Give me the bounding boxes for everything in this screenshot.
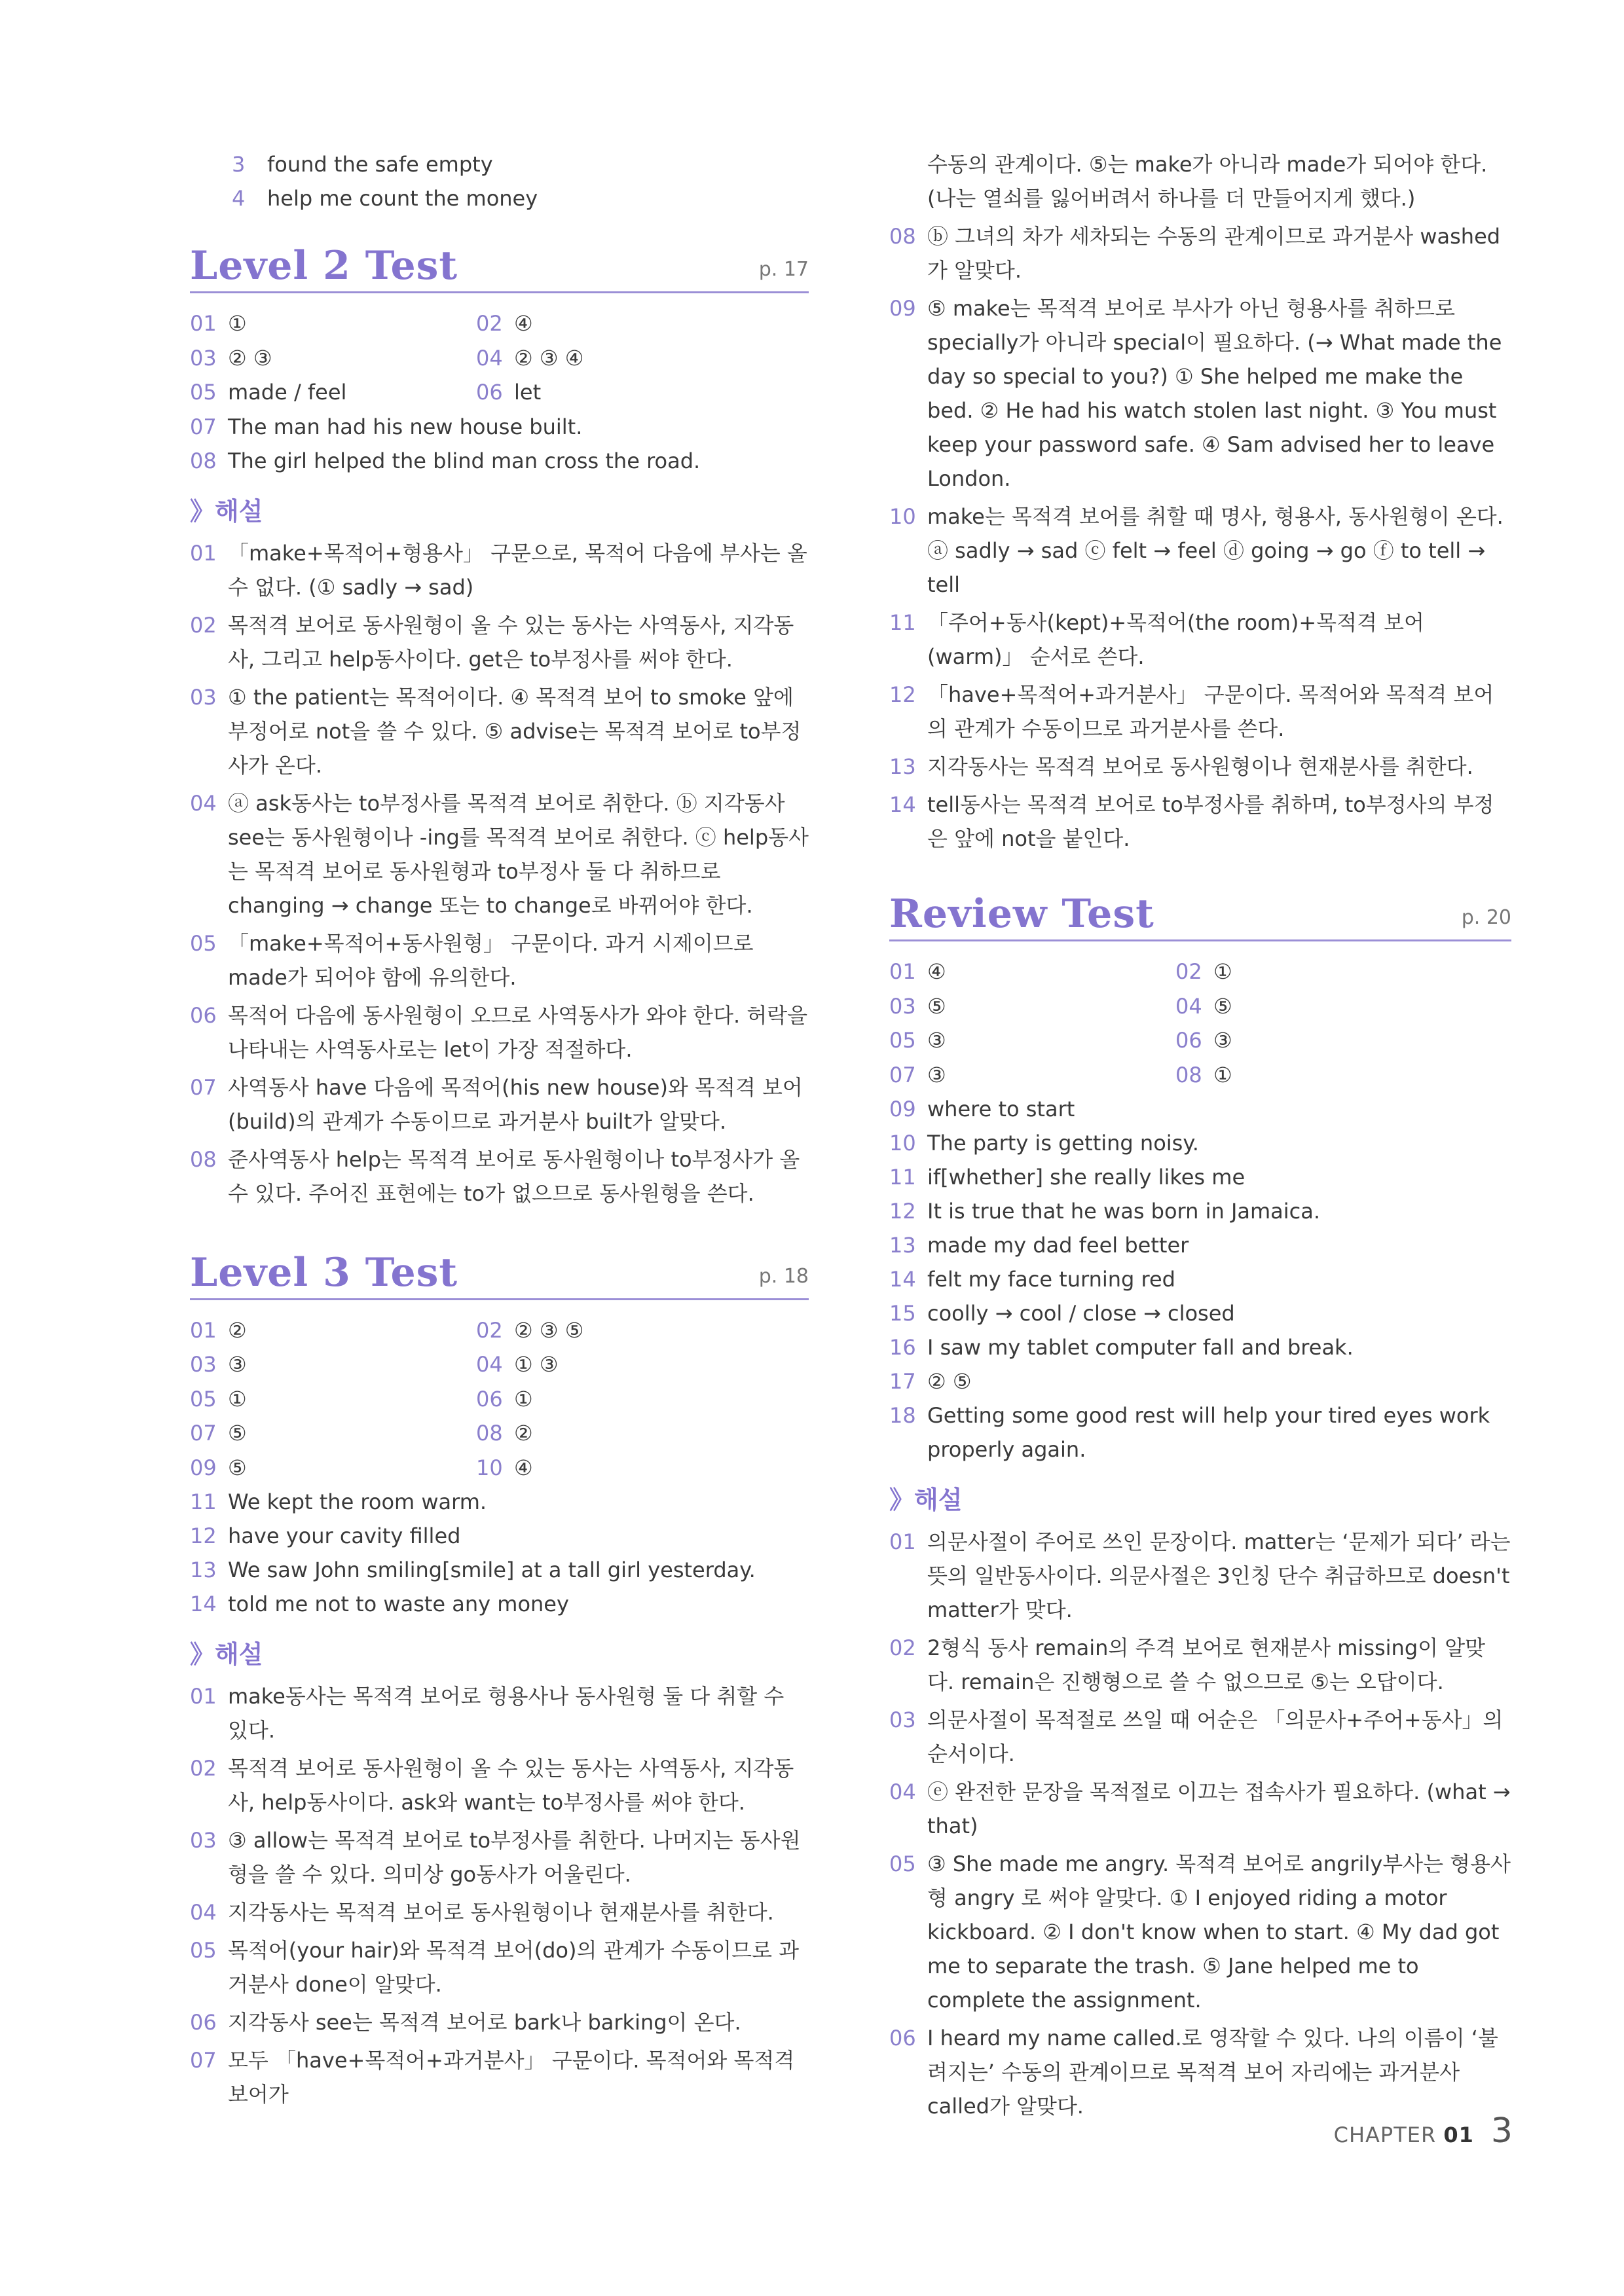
level3-explanation-text: 「주어+동사(kept)+목적어(the room)+목적격 보어(warm)」 순서로 쓴다. [927,610,1424,669]
level3-explanation-item [190,1933,809,2001]
review-answer-item [889,1364,1511,1398]
right-column [889,147,1511,2127]
level2-explanation-item [190,998,809,1066]
level3-explanation-number: 02 [190,1756,217,1781]
level2-answer-grid [190,306,809,410]
level3-answer-item [476,1416,809,1451]
level3-explanation-number: 14 [889,792,916,817]
level2-explanation-number: 03 [190,684,217,710]
level3-explanation-text: 모두 「have+목적어+과거분사」 구문이다. 목적어와 목적격 보어가 [228,2048,795,2107]
level3-explanation-text: ⓑ 그녀의 차가 세차되는 수동의 관계이므로 과거분사 washed가 알맞다. [927,224,1501,283]
review-answer-number: 08 [1175,1062,1202,1087]
level2-answer-number: 02 [476,311,503,336]
level3-answer-text: We saw John smiling[smile] at a tall girl yesterday. [228,1558,756,1582]
level3-answer-item [190,1382,476,1417]
level2-answer-text: ② ③ [228,345,272,371]
level3-explanation-item [190,1751,809,1819]
review-explanation-text: 의문사절이 목적절로 쓰일 때 어순은 「의문사+주어+동사」의 순서이다. [927,1707,1504,1766]
level2-explanation-text: 「make+목적어+동사원형」 구문이다. 과거 시제이므로 made가 되어야 함에 유의한다. [228,930,754,990]
review-explanation-item [889,1525,1511,1627]
level3-answer-item [476,1313,809,1348]
review-answer-number: 14 [889,1267,916,1292]
review-answer-item [1175,989,1511,1024]
review-answer-item [889,1058,1175,1093]
level3-answer-item [190,1451,476,1485]
review-answer-number: 10 [889,1131,916,1156]
level3-explanation-number: 12 [889,682,916,707]
review-answer-item [1175,1023,1511,1058]
review-answer-item [889,1126,1511,1160]
level2-explanation-item [190,1070,809,1139]
level3-answer-number: 05 [190,1386,217,1412]
level2-answer-item [476,341,809,376]
level3-explanation-text: ⑤ make는 목적격 보어로 부사가 아닌 형용사를 취하므로 specially가 아니라 special이 필요하다. (→ What made the day so special to you?) ① She helped me make the bed. ② He had his watch stolen last night. ③ You must keep your password safe. ④ Sam advised her to leave London. [927,296,1502,491]
page-number: 3 [1490,2111,1513,2151]
level3-explanation-item [190,2005,809,2039]
level3-answer-item [190,1416,476,1451]
review-page-ref: p. 20 [1461,906,1511,929]
level2-answer-number: 08 [190,448,217,473]
level2-explanation-item [190,680,809,782]
level3-explanation-heading: 》해설 [190,1640,263,1669]
level2-answer-number: 05 [190,380,217,405]
level3-explanation-continued [889,147,1511,856]
level3-explanation-number: 06 [190,2010,217,2035]
level2-header [190,243,809,293]
review-answer-text: if[whether] she really likes me [927,1165,1246,1190]
review-explanation-list [889,1525,1511,2123]
review-answer-item [889,1092,1511,1126]
level3-explanation-item [889,219,1511,287]
level2-title: Level 2 Test [190,243,458,289]
level3-explanation-item [190,1895,809,1929]
level3-explanation-number: 03 [190,1828,217,1853]
level3-answer-text: ⑤ [228,1421,247,1446]
level2-answer-number: 04 [476,345,503,371]
level2-answer-text: let [514,380,542,405]
level3-answer-item [190,1485,809,1519]
level3-answer-text: have your cavity filled [228,1523,461,1548]
chapter-label-text: CHAPTER [1333,2123,1437,2147]
level2-answer-item [476,306,809,341]
level3-explanation-item [190,2043,809,2111]
review-answer-text: Getting some good rest will help your tired eyes work properly again. [927,1403,1490,1462]
level3-answer-text: ③ [228,1352,247,1377]
level3-answer-number: 11 [190,1489,217,1514]
level2-answer-item [190,341,476,376]
left-column [190,147,809,2115]
level3-answer-number: 08 [476,1421,503,1446]
review-answer-text: coolly → cool / close → closed [927,1301,1235,1326]
review-explanation-number: 03 [889,1707,916,1732]
level2-explanation-item [190,926,809,994]
level3-explanation-text: tell동사는 목적격 보어로 to부정사를 취하며, to부정사의 부정은 앞에 not을 붙인다. [927,792,1494,851]
review-explanation-number: 06 [889,2026,916,2050]
review-answer-text: The party is getting noisy. [927,1131,1199,1156]
level3-answer-number: 10 [476,1455,503,1480]
level2-answer-number: 07 [190,414,217,439]
top-answer-text: found the safe empty [267,152,493,177]
review-explanation-item [889,1703,1511,1771]
review-answer-item [889,1398,1511,1467]
review-explanation-text: ③ She made me angry. 목적격 보어로 angrily부사는 형용사형 angry 로 써야 알맞다. ① I enjoyed riding a motor kickboard. ② I don't know when to start. ④ My dad got me to separate the trash. ⑤ Jane helped me to complete the assignment. [927,1851,1511,2013]
level2-explanation-item [190,1142,809,1211]
review-explanation-number: 05 [889,1851,916,1876]
level2-answer-text: ① [228,311,247,336]
chapter-number: 01 [1443,2123,1474,2147]
level2-explanation-text: ⓐ ask동사는 to부정사를 목적격 보어로 취한다. ⓑ 지각동사 see는 동사원형이나 -ing를 목적격 보어로 취한다. ⓒ help동사는 목적격 보어로 동사원형과 to부정사 둘 다 취하므로 changing → change 또는 to change로 바뀌어야 한다. [228,790,809,918]
review-answer-number: 07 [889,1062,916,1087]
review-answer-item [889,1194,1511,1228]
level2-answer-number: 06 [476,380,503,405]
level2-answer-text: made / feel [228,380,347,405]
level2-section [190,243,809,1211]
level3-page-ref: p. 18 [758,1264,809,1288]
level3-explanation-item [889,147,1511,215]
level3-explanation-number: 11 [889,610,916,635]
level3-answer-number: 02 [476,1317,503,1343]
review-explanation-number: 01 [889,1529,916,1554]
level3-answer-item [190,1553,809,1587]
review-explanation-item [889,1847,1511,2017]
level3-answer-grid [190,1313,809,1485]
review-header [889,891,1511,941]
level3-answer-number: 12 [190,1523,217,1548]
level3-answer-text: told me not to waste any money [228,1592,569,1616]
level2-explanation-text: 목적어 다음에 동사원형이 오므로 사역동사가 와야 한다. 허락을 나타내는 사역동사로는 let이 가장 적절하다. [228,1002,808,1062]
top-answer-list [190,147,809,215]
level3-answer-item [190,1519,809,1553]
review-answer-number: 04 [1175,993,1202,1019]
review-answer-number: 03 [889,993,916,1019]
review-answer-item [889,989,1175,1024]
level3-answer-number: 07 [190,1421,217,1446]
level3-answer-item [476,1347,809,1382]
level3-explanation-text: make는 목적격 보어를 취할 때 명사, 형용사, 동사원형이 온다. ⓐ sadly → sad ⓒ felt → feel ⓓ going → go ⓕ to tell → tell [927,504,1504,597]
review-answer-text: I saw my tablet computer fall and break. [927,1335,1354,1360]
level3-explanation-text: 지각동사는 목적격 보어로 동사원형이나 현재분사를 취한다. [228,1900,774,1925]
top-answer-item [190,181,809,215]
level3-answer-number: 06 [476,1386,503,1412]
level2-explanation-list [190,536,809,1211]
review-explanation-item [889,1631,1511,1699]
top-answer-number: 4 [232,186,246,211]
review-section [889,891,1511,2123]
level3-answer-text: ⑤ [228,1455,247,1480]
review-answer-text: felt my face turning red [927,1267,1175,1292]
level3-explanation-item [190,1823,809,1891]
review-explanation-number: 02 [889,1635,916,1660]
level3-explanation-number: 13 [889,754,916,779]
level2-answer-text: The man had his new house built. [228,414,583,439]
review-answer-text: ② ⑤ [927,1369,972,1394]
review-answer-text: ① [1213,1062,1232,1087]
level3-answer-text: ② ③ ⑤ [514,1317,584,1343]
level3-explanation-item [889,678,1511,746]
review-answer-number: 12 [889,1199,916,1224]
level3-answer-item [190,1587,809,1621]
review-answer-text: ① [1213,959,1232,984]
level3-explanation-number: 07 [190,2048,217,2073]
level3-explanation-text: make동사는 목적격 보어로 형용사나 동사원형 둘 다 취할 수 있다. [228,1684,784,1743]
review-title: Review Test [889,891,1154,937]
review-answer-text: made my dad feel better [927,1233,1189,1258]
level3-answer-text: ② [514,1421,533,1446]
review-explanation-number: 04 [889,1779,916,1804]
top-answer-item [190,147,809,181]
level2-explanation-item [190,608,809,676]
level3-answer-number: 13 [190,1558,217,1582]
review-answer-number: 16 [889,1335,916,1360]
level2-explanation-number: 05 [190,930,217,956]
review-answer-text: It is true that he was born in Jamaica. [927,1199,1321,1224]
level3-answer-text: We kept the room warm. [228,1489,487,1514]
review-explanation-heading: 》해설 [889,1485,963,1514]
level3-explanation-item [889,788,1511,856]
level2-explanation-number: 01 [190,540,217,566]
level3-answer-number: 14 [190,1592,217,1616]
review-answer-item [889,1023,1175,1058]
review-answer-text: ③ [1213,1028,1232,1053]
level3-explanation-text: 「have+목적어+과거분사」 구문이다. 목적어와 목적격 보어의 관계가 수동이므로 과거분사를 쓴다. [927,682,1494,741]
level2-explanation-heading: 》해설 [190,496,263,526]
review-explanation-text: ⓔ 완전한 문장을 목적절로 이끄는 접속사가 필요하다. (what → that) [927,1779,1511,1838]
review-explanation-text: I heard my name called.로 영작할 수 있다. 나의 이름이 ‘불려지는’ 수동의 관계이므로 목적격 보어 자리에는 과거분사 called가 알맞다. [927,2026,1498,2119]
level3-answer-number: 01 [190,1317,217,1343]
level3-answer-text: ② [228,1317,247,1343]
review-answer-number: 18 [889,1403,916,1428]
level3-answer-item [190,1313,476,1348]
level2-answer-number: 03 [190,345,217,371]
level3-answer-list [190,1485,809,1621]
level2-explanation-text: ① the patient는 목적어이다. ④ 목적격 보어 to smoke 앞에 부정어로 not을 쓸 수 있다. ⑤ advise는 목적격 보어로 to부정사가 온다. [228,684,802,778]
level2-answer-item [190,444,809,478]
top-answer-number: 3 [232,152,246,177]
review-answer-number: 05 [889,1028,916,1053]
level2-page-ref: p. 17 [758,258,809,281]
level3-explanation-text: 지각동사는 목적격 보어로 동사원형이나 현재분사를 취한다. [927,754,1473,779]
review-answer-list [889,1092,1511,1467]
review-answer-number: 15 [889,1301,916,1326]
review-answer-grid [889,955,1511,1092]
review-answer-number: 11 [889,1165,916,1190]
level2-answer-list [190,410,809,478]
level2-answer-text: The girl helped the blind man cross the road. [228,448,701,473]
level3-answer-number: 04 [476,1352,503,1377]
level2-answer-text: ② ③ ④ [514,345,584,371]
level3-answer-text: ④ [514,1455,533,1480]
level3-explanation-number: 04 [190,1900,217,1925]
level3-explanation-item [889,291,1511,496]
level3-section [190,1250,809,2112]
review-explanation-text: 의문사절이 주어로 쓰인 문장이다. matter는 ‘문제가 되다’ 라는 뜻의 일반동사이다. 의문사절은 3인칭 단수 취급하므로 doesn't matter가 맞다. [927,1529,1511,1622]
level3-answer-text: ① [514,1386,533,1412]
level3-explanation-text: 목적격 보어로 동사원형이 올 수 있는 동사는 사역동사, 지각동사, help동사이다. ask와 want는 to부정사를 써야 한다. [228,1756,794,1815]
level3-explanation-number: 01 [190,1684,217,1709]
review-answer-text: ⑤ [927,993,946,1019]
review-answer-number: 17 [889,1369,916,1394]
review-answer-text: ④ [927,959,946,984]
level2-answer-item [190,410,809,444]
level2-answer-number: 01 [190,311,217,336]
level3-explanation-number: 09 [889,296,916,321]
top-answer-text: help me count the money [267,186,538,211]
level2-explanation-text: 사역동사 have 다음에 목적어(his new house)와 목적격 보어(build)의 관계가 수동이므로 과거분사 built가 알맞다. [228,1074,803,1134]
level2-explanation-text: 「make+목적어+형용사」 구문으로, 목적어 다음에 부사는 올 수 없다. (① sadly → sad) [228,540,807,600]
page-footer [1334,2111,1513,2151]
review-explanation-item [889,2021,1511,2123]
level2-answer-item [190,306,476,341]
level2-explanation-number: 06 [190,1002,217,1028]
level3-header [190,1250,809,1300]
level3-answer-item [476,1451,809,1485]
level3-answer-number: 03 [190,1352,217,1377]
level2-explanation-number: 07 [190,1074,217,1100]
level3-explanation-item [190,1679,809,1747]
review-answer-item [889,1262,1511,1296]
level3-explanation-number: 10 [889,504,916,529]
level3-explanation-item [889,500,1511,602]
review-answer-item [889,955,1175,989]
review-explanation-text: 2형식 동사 remain의 주격 보어로 현재분사 missing이 알맞다. remain은 진행형으로 쓸 수 없으므로 ⑤는 오답이다. [927,1635,1486,1694]
level2-explanation-number: 04 [190,790,217,816]
review-answer-item [889,1330,1511,1364]
level3-explanation-number [889,147,927,215]
review-answer-number: 09 [889,1097,916,1121]
level3-explanation-item [889,750,1511,784]
level2-explanation-item [190,536,809,604]
review-answer-text: ⑤ [1213,993,1232,1019]
level2-explanation-number: 02 [190,612,217,638]
level3-answer-item [476,1382,809,1417]
review-answer-number: 02 [1175,959,1202,984]
level3-answer-number: 09 [190,1455,217,1480]
review-answer-item [889,1296,1511,1330]
level2-explanation-number: 08 [190,1146,217,1172]
level3-explanation-text: 지각동사 see는 목적격 보어로 bark나 barking이 온다. [228,2010,741,2035]
level3-answer-item [190,1347,476,1382]
review-answer-text: where to start [927,1097,1075,1121]
level3-title: Level 3 Test [190,1249,458,1296]
level3-answer-text: ① [228,1386,247,1412]
level3-explanation-number: 08 [889,224,916,249]
review-answer-item [1175,1058,1511,1093]
level2-answer-item [476,375,809,410]
level3-explanation-item [889,606,1511,674]
review-answer-text: ③ [927,1028,946,1053]
level3-explanation-text: ③ allow는 목적격 보어로 to부정사를 취한다. 나머지는 동사원형을 쓸 수 있다. 의미상 go동사가 어울린다. [228,1828,801,1887]
review-answer-item [889,1228,1511,1262]
level2-explanation-text: 준사역동사 help는 목적격 보어로 동사원형이나 to부정사가 올 수 있다. 주어진 표현에는 to가 없으므로 동사원형을 쓴다. [228,1146,800,1206]
level2-explanation-text: 목적격 보어로 동사원형이 올 수 있는 동사는 사역동사, 지각동사, 그리고 help동사이다. get은 to부정사를 써야 한다. [228,612,794,672]
level2-explanation-item [190,786,809,922]
review-answer-number: 06 [1175,1028,1202,1053]
review-answer-text: ③ [927,1062,946,1087]
chapter-label [1334,2123,1474,2147]
level2-answer-item [190,375,476,410]
level3-explanation-text: 목적어(your hair)와 목적격 보어(do)의 관계가 수동이므로 과거분사 done이 알맞다. [228,1938,800,1997]
level2-answer-text: ④ [514,311,533,336]
level3-answer-text: ① ③ [514,1352,559,1377]
review-answer-number: 13 [889,1233,916,1258]
level3-explanation-text: 수동의 관계이다. ⑤는 make가 아니라 made가 되어야 한다. (나는 열쇠를 잃어버려서 하나를 더 만들어지게 했다.) [927,152,1488,211]
review-explanation-item [889,1775,1511,1843]
review-answer-item [1175,955,1511,989]
level3-explanation-list [190,1679,809,2111]
review-answer-number: 01 [889,959,916,984]
review-answer-item [889,1160,1511,1194]
level3-explanation-number: 05 [190,1938,217,1963]
